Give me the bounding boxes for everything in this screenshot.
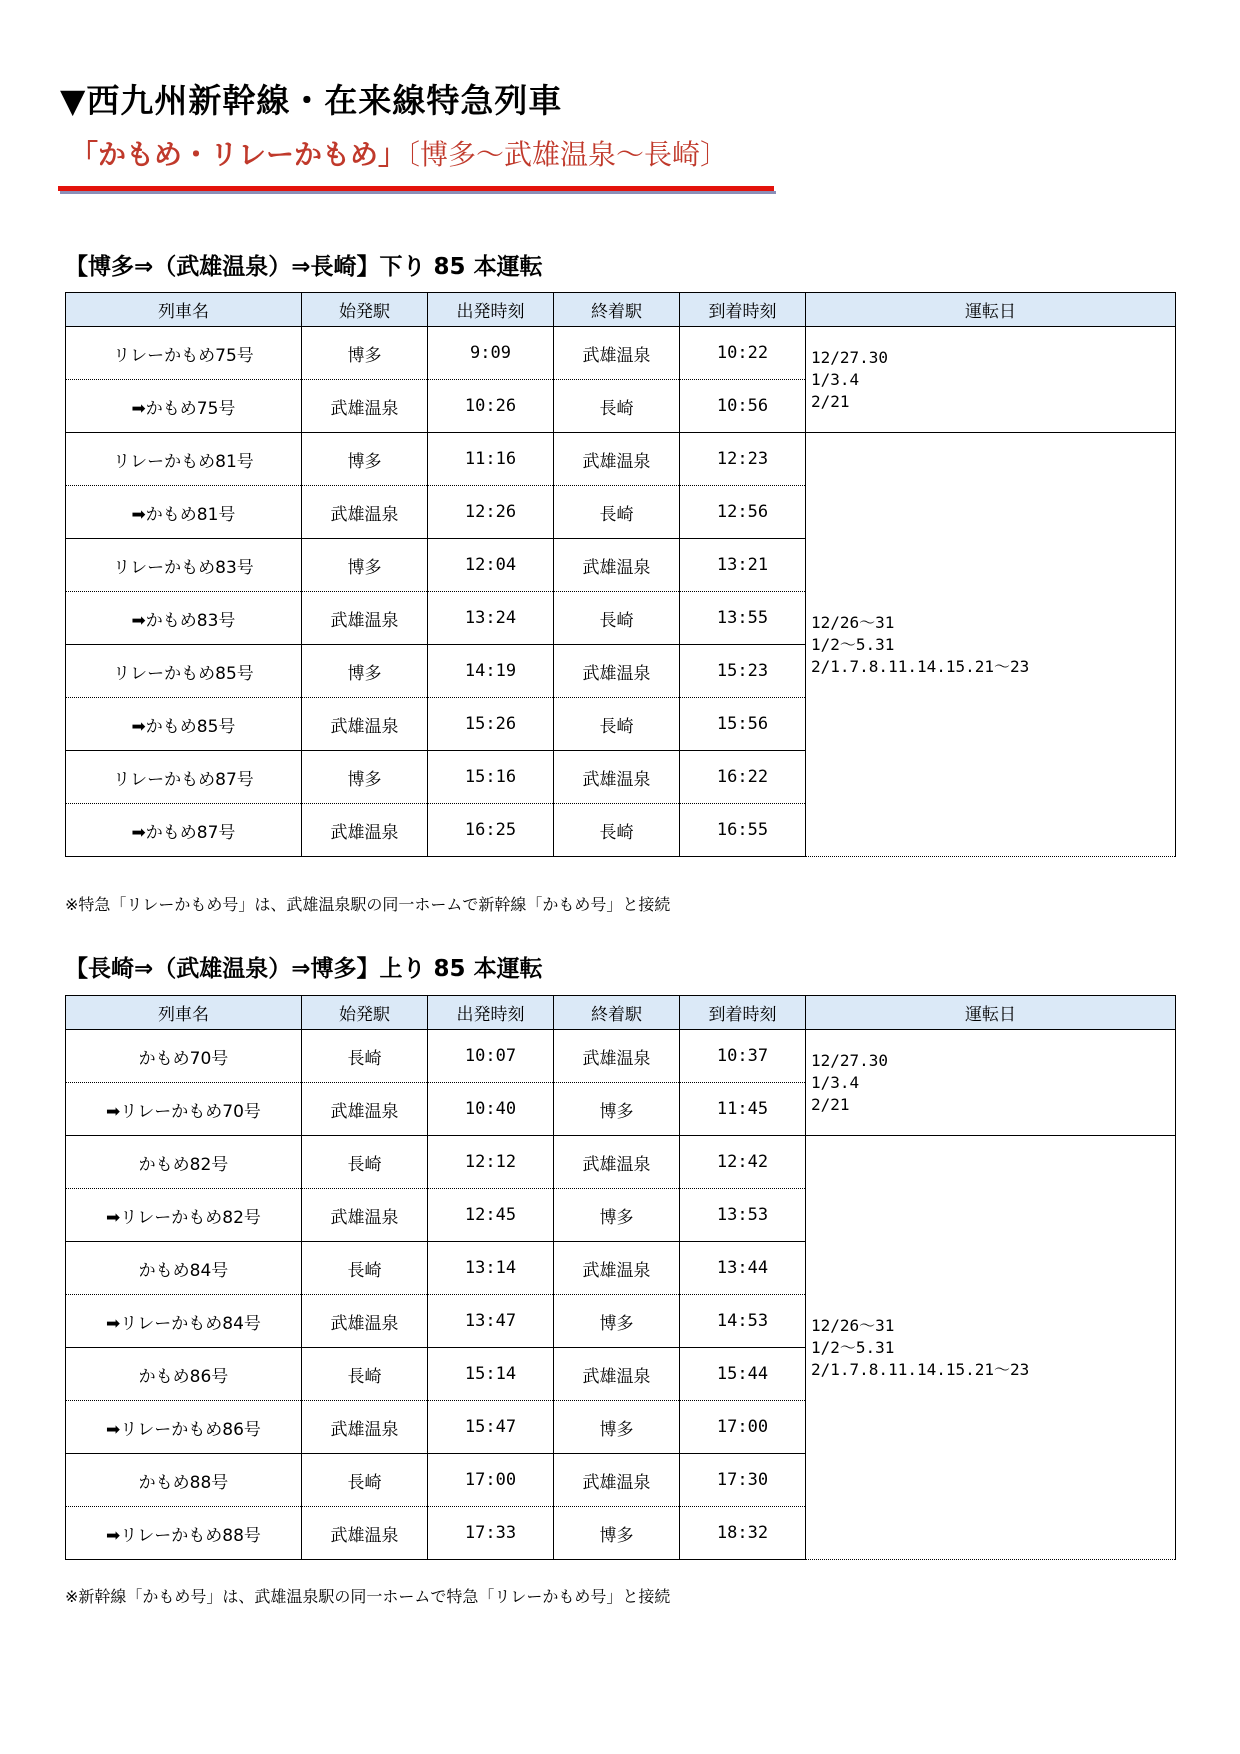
up-section-heading: 【長崎⇒（武雄温泉）⇒博多】上り 85 本運転 (65, 956, 543, 982)
departure-cell: 9:09 (428, 327, 554, 380)
departure-cell: 17:00 (428, 1454, 554, 1507)
header-service-days: 運転日 (806, 996, 1176, 1030)
destination-cell: 武雄温泉 (554, 751, 680, 804)
departure-cell: 13:24 (428, 592, 554, 645)
destination-cell: 武雄温泉 (554, 1030, 680, 1083)
departure-cell: 15:26 (428, 698, 554, 751)
origin-cell: 博多 (302, 645, 428, 698)
service-day-line: 2/21 (811, 391, 850, 411)
train-name-cell: ➡かもめ75号 (66, 380, 302, 433)
train-name-cell: ➡かもめ85号 (66, 698, 302, 751)
destination-cell: 武雄温泉 (554, 1136, 680, 1189)
header-train-name: 列車名 (66, 996, 302, 1030)
origin-cell: 博多 (302, 327, 428, 380)
destination-cell: 長崎 (554, 486, 680, 539)
destination-cell: 武雄温泉 (554, 1242, 680, 1295)
departure-cell: 10:07 (428, 1030, 554, 1083)
header-origin: 始発駅 (302, 293, 428, 327)
service-day-line: 2/1.7.8.11.14.15.21〜23 (811, 656, 1030, 676)
departure-cell: 12:04 (428, 539, 554, 592)
departure-cell: 10:26 (428, 380, 554, 433)
destination-cell: 博多 (554, 1295, 680, 1348)
header-departure: 出発時刻 (428, 996, 554, 1030)
destination-cell: 博多 (554, 1083, 680, 1136)
service-days-cell (806, 327, 1176, 433)
origin-cell: 武雄温泉 (302, 1507, 428, 1560)
departure-cell: 16:25 (428, 804, 554, 857)
header-train-name: 列車名 (66, 293, 302, 327)
page-title: ▼西九州新幹線・在来線特急列車 (60, 81, 563, 120)
origin-cell: 武雄温泉 (302, 804, 428, 857)
origin-cell: 長崎 (302, 1242, 428, 1295)
service-day-line: 12/27.30 (811, 347, 889, 367)
arrival-cell: 14:53 (680, 1295, 806, 1348)
departure-cell: 17:33 (428, 1507, 554, 1560)
down-note: ※特急「リレーかもめ号」は、武雄温泉駅の同一ホームで新幹線「かもめ号」と接続 (65, 895, 671, 914)
departure-cell: 15:47 (428, 1401, 554, 1454)
service-day-line: 1/2〜5.31 (811, 1337, 895, 1357)
origin-cell: 博多 (302, 751, 428, 804)
departure-cell: 14:19 (428, 645, 554, 698)
table-row (66, 433, 1176, 486)
arrival-cell: 11:45 (680, 1083, 806, 1136)
table-header-row (66, 996, 1176, 1030)
arrival-cell: 15:56 (680, 698, 806, 751)
destination-cell: 武雄温泉 (554, 539, 680, 592)
arrival-cell: 15:23 (680, 645, 806, 698)
train-name-cell: ➡かもめ87号 (66, 804, 302, 857)
train-name-cell: リレーかもめ87号 (66, 751, 302, 804)
service-day-line: 12/27.30 (811, 1050, 889, 1070)
origin-cell: 長崎 (302, 1348, 428, 1401)
departure-cell: 15:16 (428, 751, 554, 804)
header-service-days: 運転日 (806, 293, 1176, 327)
departure-cell: 10:40 (428, 1083, 554, 1136)
origin-cell: 武雄温泉 (302, 1295, 428, 1348)
arrival-cell: 10:37 (680, 1030, 806, 1083)
down-section-heading: 【博多⇒（武雄温泉）⇒長崎】下り 85 本運転 (65, 254, 543, 280)
departure-cell: 15:14 (428, 1348, 554, 1401)
train-name-cell: リレーかもめ81号 (66, 433, 302, 486)
up-timetable (65, 995, 1176, 1560)
train-name-cell: ➡かもめ81号 (66, 486, 302, 539)
arrival-cell: 13:55 (680, 592, 806, 645)
train-name-cell: リレーかもめ85号 (66, 645, 302, 698)
service-day-line: 2/21 (811, 1094, 850, 1114)
arrival-cell: 16:55 (680, 804, 806, 857)
header-origin: 始発駅 (302, 996, 428, 1030)
train-name-cell: ➡リレーかもめ86号 (66, 1401, 302, 1454)
up-note: ※新幹線「かもめ号」は、武雄温泉駅の同一ホームで特急「リレーかもめ号」と接続 (65, 1587, 671, 1606)
header-arrival: 到着時刻 (680, 293, 806, 327)
service-day-line: 1/3.4 (811, 369, 860, 389)
arrival-cell: 17:30 (680, 1454, 806, 1507)
service-day-line: 12/26〜31 (811, 1315, 895, 1335)
train-name-cell: ➡かもめ83号 (66, 592, 302, 645)
origin-cell: 武雄温泉 (302, 1083, 428, 1136)
origin-cell: 武雄温泉 (302, 380, 428, 433)
train-name-cell: かもめ82号 (66, 1136, 302, 1189)
service-days-cell (806, 433, 1176, 857)
service-day-line: 2/1.7.8.11.14.15.21〜23 (811, 1359, 1030, 1379)
destination-cell: 長崎 (554, 380, 680, 433)
table-row (66, 1030, 1176, 1083)
origin-cell: 武雄温泉 (302, 1189, 428, 1242)
down-timetable (65, 292, 1176, 857)
departure-cell: 11:16 (428, 433, 554, 486)
header-destination: 終着駅 (554, 996, 680, 1030)
subtitle-train-names: 「かもめ・リレーかもめ」 (70, 138, 407, 171)
train-name-cell: リレーかもめ75号 (66, 327, 302, 380)
departure-cell: 12:12 (428, 1136, 554, 1189)
origin-cell: 武雄温泉 (302, 698, 428, 751)
destination-cell: 武雄温泉 (554, 645, 680, 698)
service-days-cell (806, 1030, 1176, 1136)
destination-cell: 長崎 (554, 698, 680, 751)
arrival-cell: 15:44 (680, 1348, 806, 1401)
destination-cell: 長崎 (554, 804, 680, 857)
origin-cell: 武雄温泉 (302, 486, 428, 539)
destination-cell: 博多 (554, 1189, 680, 1242)
origin-cell: 長崎 (302, 1136, 428, 1189)
origin-cell: 長崎 (302, 1454, 428, 1507)
arrival-cell: 18:32 (680, 1507, 806, 1560)
arrival-cell: 10:22 (680, 327, 806, 380)
departure-cell: 12:45 (428, 1189, 554, 1242)
train-name-cell: かもめ88号 (66, 1454, 302, 1507)
train-name-cell: ➡リレーかもめ88号 (66, 1507, 302, 1560)
destination-cell: 博多 (554, 1507, 680, 1560)
train-name-cell: ➡リレーかもめ82号 (66, 1189, 302, 1242)
arrival-cell: 10:56 (680, 380, 806, 433)
subtitle-route: 〔博多〜武雄温泉〜長崎〕 (406, 138, 729, 171)
arrival-cell: 13:53 (680, 1189, 806, 1242)
arrival-cell: 16:22 (680, 751, 806, 804)
train-name-cell: かもめ84号 (66, 1242, 302, 1295)
table-row (66, 1136, 1176, 1189)
destination-cell: 武雄温泉 (554, 433, 680, 486)
destination-cell: 長崎 (554, 592, 680, 645)
train-name-cell: リレーかもめ83号 (66, 539, 302, 592)
destination-cell: 武雄温泉 (554, 1348, 680, 1401)
header-departure: 出発時刻 (428, 293, 554, 327)
destination-cell: 武雄温泉 (554, 327, 680, 380)
table-row (66, 327, 1176, 380)
service-days-cell (806, 1136, 1176, 1560)
departure-cell: 13:14 (428, 1242, 554, 1295)
arrival-cell: 12:56 (680, 486, 806, 539)
train-name-cell: ➡リレーかもめ70号 (66, 1083, 302, 1136)
destination-cell: 博多 (554, 1401, 680, 1454)
service-day-line: 1/3.4 (811, 1072, 860, 1092)
origin-cell: 長崎 (302, 1030, 428, 1083)
origin-cell: 博多 (302, 539, 428, 592)
header-arrival: 到着時刻 (680, 996, 806, 1030)
table-header-row (66, 293, 1176, 327)
arrival-cell: 13:21 (680, 539, 806, 592)
arrival-cell: 17:00 (680, 1401, 806, 1454)
train-name-cell: かもめ70号 (66, 1030, 302, 1083)
service-day-line: 12/26〜31 (811, 612, 895, 632)
train-subtitle (70, 133, 728, 173)
origin-cell: 博多 (302, 433, 428, 486)
departure-cell: 12:26 (428, 486, 554, 539)
train-name-cell: ➡リレーかもめ84号 (66, 1295, 302, 1348)
origin-cell: 武雄温泉 (302, 1401, 428, 1454)
arrival-cell: 12:42 (680, 1136, 806, 1189)
arrival-cell: 12:23 (680, 433, 806, 486)
header-destination: 終着駅 (554, 293, 680, 327)
service-day-line: 1/2〜5.31 (811, 634, 895, 654)
origin-cell: 武雄温泉 (302, 592, 428, 645)
arrival-cell: 13:44 (680, 1242, 806, 1295)
destination-cell: 武雄温泉 (554, 1454, 680, 1507)
departure-cell: 13:47 (428, 1295, 554, 1348)
train-name-cell: かもめ86号 (66, 1348, 302, 1401)
subtitle-underline-shadow (60, 191, 776, 194)
